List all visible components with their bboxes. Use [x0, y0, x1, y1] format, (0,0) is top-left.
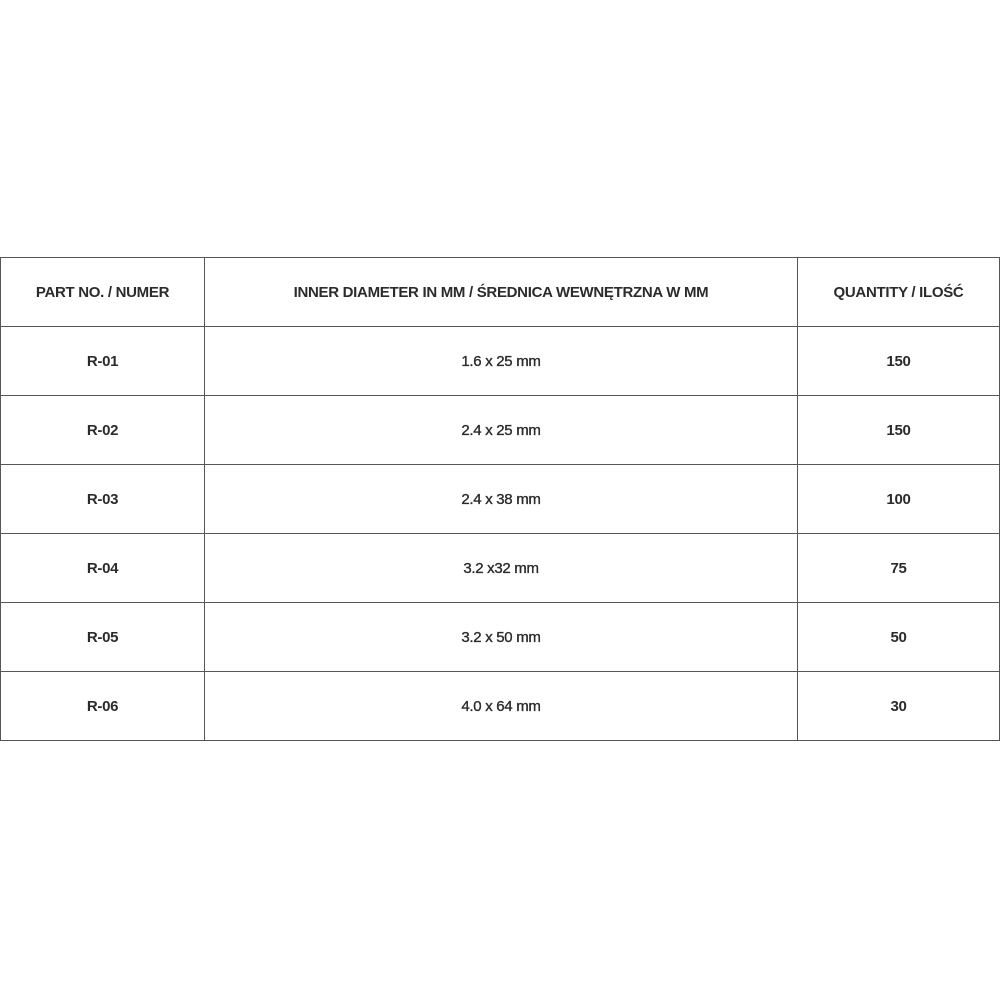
- table-header: [1, 258, 1000, 327]
- cell-inner-diameter: 2.4 x 38 mm: [205, 465, 798, 534]
- cell-inner-diameter: 1.6 x 25 mm: [205, 327, 798, 396]
- table-row: [1, 603, 1000, 672]
- parts-spec-table: [0, 257, 1000, 741]
- table-row: [1, 672, 1000, 741]
- cell-quantity: 150: [798, 396, 1000, 465]
- cell-inner-diameter: 3.2 x 50 mm: [205, 603, 798, 672]
- table-row: [1, 327, 1000, 396]
- cell-inner-diameter: 2.4 x 25 mm: [205, 396, 798, 465]
- cell-part-number: R-04: [1, 534, 205, 603]
- cell-quantity: 100: [798, 465, 1000, 534]
- cell-part-number: R-02: [1, 396, 205, 465]
- table-row: [1, 465, 1000, 534]
- cell-part-number: R-01: [1, 327, 205, 396]
- header-inner-diameter: INNER DIAMETER IN MM / ŚREDNICA WEWNĘTRZNA W MM: [205, 258, 798, 327]
- cell-quantity: 50: [798, 603, 1000, 672]
- cell-part-number: R-05: [1, 603, 205, 672]
- cell-quantity: 30: [798, 672, 1000, 741]
- cell-inner-diameter: 3.2 x32 mm: [205, 534, 798, 603]
- table-row: [1, 534, 1000, 603]
- cell-inner-diameter: 4.0 x 64 mm: [205, 672, 798, 741]
- cell-part-number: R-03: [1, 465, 205, 534]
- cell-part-number: R-06: [1, 672, 205, 741]
- header-quantity: QUANTITY / ILOŚĆ: [798, 258, 1000, 327]
- header-part-number: PART NO. / NUMER: [1, 258, 205, 327]
- header-row: [1, 258, 1000, 327]
- cell-quantity: 150: [798, 327, 1000, 396]
- table-body: [1, 327, 1000, 741]
- cell-quantity: 75: [798, 534, 1000, 603]
- table-row: [1, 396, 1000, 465]
